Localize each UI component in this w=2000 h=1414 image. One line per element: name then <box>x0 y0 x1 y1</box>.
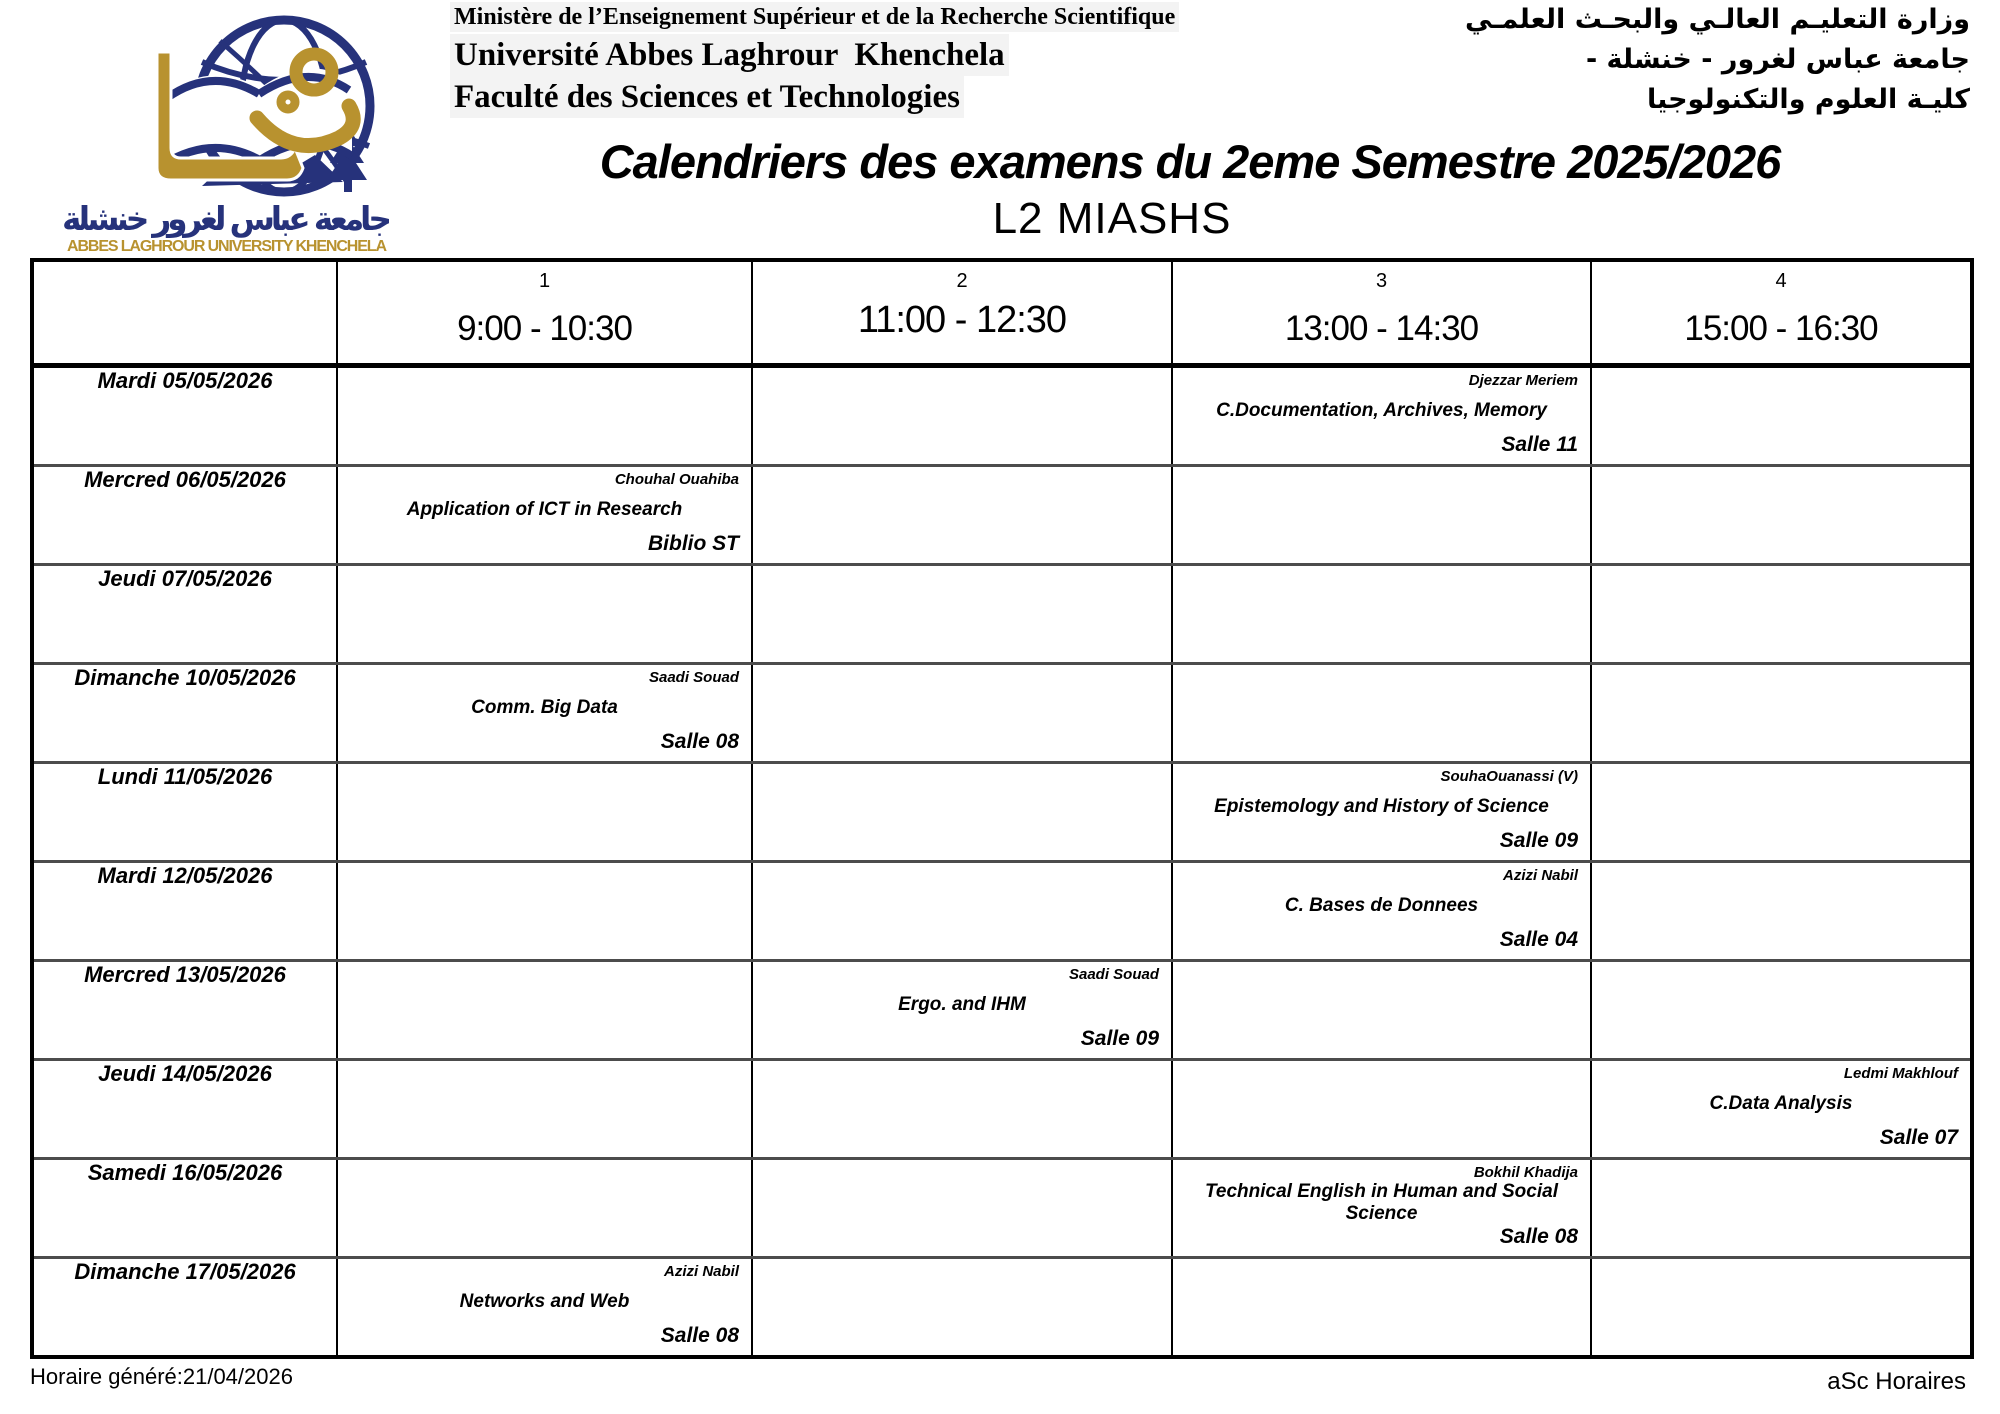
day-cell: Jeudi 07/05/2026 <box>32 565 337 664</box>
university-line-ar: جامعة عباس لغرور - خنشلة - <box>1585 44 1970 75</box>
exam-subject: Epistemology and History of Science <box>1214 796 1549 818</box>
page-title: Calendriers des examens du 2eme Semestre 2025/2026 <box>599 135 1781 188</box>
exam-cell <box>752 366 1172 466</box>
exam-cell <box>1172 366 1591 466</box>
slot-time: 15:00 - 16:30 <box>1684 309 1878 348</box>
exam-cell <box>337 664 752 763</box>
exam-cell <box>1591 366 1972 466</box>
slot-number: 4 <box>1775 270 1787 292</box>
exam-subject: Application of ICT in Research <box>406 499 683 521</box>
teacher-name: Bokhil Khadija <box>1473 1164 1578 1181</box>
slot-number: 3 <box>1375 270 1388 292</box>
slot-number: 2 <box>956 270 968 292</box>
slot-header-1 <box>337 260 752 366</box>
exam-room: Salle 09 <box>1499 829 1578 852</box>
teacher-name: Saadi Souad <box>648 669 739 686</box>
exam-cell <box>337 366 752 466</box>
teacher-name: Ledmi Makhlouf <box>1843 1065 1958 1082</box>
day-cell: Lundi 11/05/2026 <box>32 763 337 862</box>
slot-number: 1 <box>538 270 551 292</box>
exam-cell <box>1591 466 1972 565</box>
exam-cell <box>1172 763 1591 862</box>
exam-cell <box>1591 862 1972 961</box>
teacher-name: Azizi Nabil <box>663 1263 739 1280</box>
exam-cell <box>752 1159 1172 1258</box>
exam-subject: C.Data Analysis <box>1709 1093 1853 1115</box>
exam-cell <box>337 763 752 862</box>
exam-subject: Comm. Big Data <box>471 697 618 719</box>
teacher-name: Chouhal Ouahiba <box>614 471 739 488</box>
exam-room: Salle 07 <box>1879 1126 1958 1149</box>
slot-header-4 <box>1591 260 1972 366</box>
exam-room: Salle 08 <box>660 1324 739 1347</box>
group-name: L2 MIASHS <box>992 194 1232 243</box>
generator-app-label: aSc Horaires <box>1827 1368 1966 1395</box>
exam-room: Salle 08 <box>660 730 739 753</box>
arabic-block <box>1465 0 1970 120</box>
generated-timestamp: Horaire généré:21/04/2026 <box>30 1364 293 1389</box>
exam-cell <box>1172 1060 1591 1159</box>
day-cell: Mercred 06/05/2026 <box>32 466 337 565</box>
exam-cell <box>1591 1258 1972 1358</box>
table-row <box>32 664 1972 763</box>
ministry-line-fr: Ministère de l’Enseignement Supérieur et de la Recherche Scientifique <box>450 2 1179 32</box>
exam-cell <box>337 466 752 565</box>
exam-cell <box>752 565 1172 664</box>
teacher-name: Djezzar Meriem <box>1468 372 1578 389</box>
exam-cell <box>1591 961 1972 1060</box>
exam-cell <box>1591 664 1972 763</box>
day-cell: Mardi 12/05/2026 <box>32 862 337 961</box>
table-row <box>32 1159 1972 1258</box>
ministry-block <box>450 2 1179 118</box>
table-row <box>32 1060 1972 1159</box>
exam-subject: Ergo. and IHM <box>898 994 1026 1016</box>
exam-cell <box>1172 565 1591 664</box>
exam-cell <box>752 763 1172 862</box>
exam-cell <box>337 1258 752 1358</box>
table-row <box>32 366 1972 466</box>
exam-cell <box>1591 1060 1972 1159</box>
exam-cell <box>752 664 1172 763</box>
exam-cell <box>1172 664 1591 763</box>
exam-cell <box>752 1258 1172 1358</box>
exam-room: Salle 11 <box>1501 433 1578 456</box>
slot-time: 13:00 - 14:30 <box>1284 309 1479 348</box>
exam-cell <box>337 1060 752 1159</box>
timetable-header-row <box>32 260 1972 366</box>
day-cell: Samedi 16/05/2026 <box>32 1159 337 1258</box>
slot-time: 9:00 - 10:30 <box>457 309 632 348</box>
exam-subject: Technical English in Human and Social Science <box>1205 1181 1558 1224</box>
table-row <box>32 565 1972 664</box>
exam-cell <box>337 565 752 664</box>
day-cell: Mardi 05/05/2026 <box>32 366 337 466</box>
slot-header-2 <box>752 260 1172 366</box>
exam-timetable <box>30 258 1974 1359</box>
day-cell: Mercred 13/05/2026 <box>32 961 337 1060</box>
timetable-body <box>32 366 1972 1358</box>
logo-english-name: ABBES LAGHROUR UNIVERSITY KHENCHELA <box>67 238 387 255</box>
exam-cell <box>337 862 752 961</box>
slot-time: 11:00 - 12:30 <box>857 299 1067 341</box>
day-cell: Jeudi 14/05/2026 <box>32 1060 337 1159</box>
exam-cell <box>1591 763 1972 862</box>
exam-cell <box>337 961 752 1060</box>
exam-cell <box>1591 1159 1972 1258</box>
slot-header-3 <box>1172 260 1591 366</box>
teacher-name: SouhaOuanassi (V) <box>1440 768 1578 785</box>
exam-room: Biblio ST <box>648 532 739 555</box>
day-cell: Dimanche 10/05/2026 <box>32 664 337 763</box>
exam-cell <box>1172 961 1591 1060</box>
exam-cell <box>752 862 1172 961</box>
exam-cell <box>1172 1258 1591 1358</box>
exam-cell <box>1172 862 1591 961</box>
table-row <box>32 466 1972 565</box>
faculty-line-ar: كليـة العلوم والتكنولوجيا <box>1646 84 1970 115</box>
exam-cell <box>337 1159 752 1258</box>
table-row <box>32 862 1972 961</box>
table-row <box>32 763 1972 862</box>
exam-subject: Networks and Web <box>459 1291 630 1313</box>
university-line-fr: Université Abbes Laghrour Khenchela <box>450 34 1009 76</box>
table-row <box>32 961 1972 1060</box>
day-cell: Dimanche 17/05/2026 <box>32 1258 337 1358</box>
day-column-header <box>32 260 337 366</box>
faculty-line-fr: Faculté des Sciences et Technologies <box>450 76 964 118</box>
table-row <box>32 1258 1972 1358</box>
exam-cell <box>1172 1159 1591 1258</box>
exam-room: Salle 08 <box>1499 1225 1578 1248</box>
exam-cell <box>1172 466 1591 565</box>
teacher-name: Azizi Nabil <box>1502 867 1578 884</box>
logo-arabic-name: جامعة عباس لغرور خنشلة <box>62 199 392 238</box>
exam-room: Salle 04 <box>1499 928 1578 951</box>
exam-cell <box>752 1060 1172 1159</box>
exam-cell <box>1591 565 1972 664</box>
exam-room: Salle 09 <box>1080 1027 1159 1050</box>
ministry-line-ar: وزارة التعليـم العالـي والبحـث العلمـي <box>1465 4 1970 35</box>
exam-cell <box>752 961 1172 1060</box>
teacher-name: Saadi Souad <box>1068 966 1159 983</box>
exam-cell <box>752 466 1172 565</box>
exam-subject: C. Bases de Donnees <box>1284 895 1479 917</box>
exam-subject: C.Documentation, Archives, Memory <box>1216 400 1547 422</box>
